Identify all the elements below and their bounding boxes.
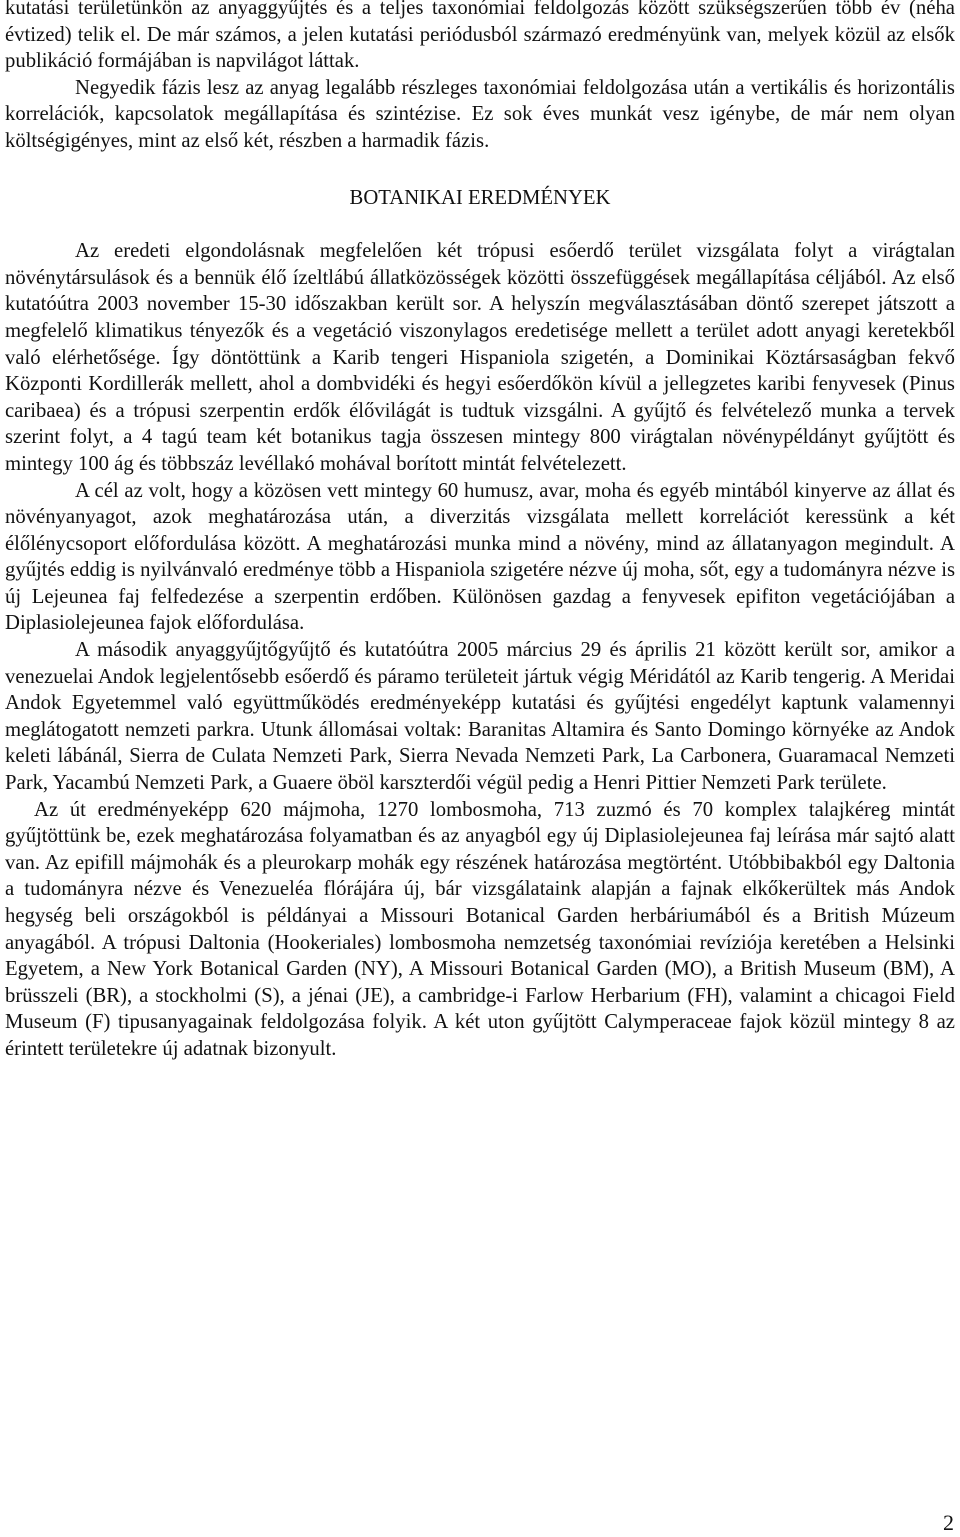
paragraph-goal: A cél az volt, hogy a közösen vett mintegy 60 humusz, avar, moha és egyéb mintából kinyerve az állat és növényanyagot, azok meghatározása után, a diverzitás vizsgálata mellett korrelációt keressünk a két élőlénycsoport előfordulása között. A meghatározási munka mind a növény, mind az állatanyagon megindult. A gyűjtés eddig is nyilvánvaló eredménye több a Hispaniola szigetére nézve új moha, sőt, egy a tudományra nézve is új Lejeunea faj felfedezése a szerpentin erdőben. Különösen gazdag a fenyvesek epifiton vegetációjában a Diplasiolejeunea fajok előfordulása. — [5, 479, 955, 635]
paragraph-intro: kutatási területünkön az anyaggyűjtés és a teljes taxonómiai feldolgozás között szükségszerűen több év (néha évtized) telik el. De már számos, a jelen kutatási periódusból származó eredményünk van, melyek közül az elsők publikáció formájában is napvilágot láttak. — [5, 0, 955, 73]
paragraph-second-trip: A második anyaggyűjtőgyűjtő és kutatóútra 2005 március 29 és április 21 között került sor, amikor a venezuelai Andok legjelentősebb esőerdő és páramo területeit jártuk végig Méridától az Karib tengerig. A Meridai Andok Egyetemmel való együttműködés eredményeképp kutatási és gyűjtési engedélyt kaptunk valamennyi meglátogatott nemzeti parkra. Utunk állomásai voltak: Baranitas Altamira és Santo Domingo környéke az Andok keleti lábánál, Sierra de Culata Nemzeti Park, Sierra Nevada Nemzeti Park, La Carbonera, Guaramacal Nemzeti Park, Yacambú Nemzeti Park, a Guaere öböl karszterdői végül pedig a Henri Pittier Nemzeti Park területe. — [5, 639, 955, 795]
document-page — [5, 0, 955, 1063]
section-heading: BOTANIKAI EREDMÉNYEK — [349, 186, 611, 209]
paragraph-results: Az út eredményeképp 620 májmoha, 1270 lombosmoha, 713 zuzmó és 70 komplex talajkéreg mintát gyűjtöttünk be, ezek meghatározása folyamatban és az anyagból egy új Diplasiolejeunea faj leírása már sajtó alatt van. Az epifill májmohák és a pleurokarp mohák egy részének határozása megtörtént. Utóbbibakból egy Daltonia a tudományra nézve és Venezueléa flórájára új, bár vizsgálataink alapján a fajnak elkőkerültek más Andok hegység beli országokból is példányai a Missouri Botanical Garden herbáriumából és a British Múzeum anyagából. A trópusi Daltonia (Hookeriales) lombosmoha nemzetség taxonómiai revíziója keretében a Helsinki Egyetem, a New York Botanical Garden (NY), A Missouri Botanical Garden (MO), a British Museum (BM), A brüsszeli (BR), a stockholmi (S), a jénai (JE), a cambridge-i Farlow Herbarium (FH), valamint a chicagoi Field Museum (F) tipusanyagainak feldolgozása folyik. A két uton gyűjtött Calymperaceae fajok közül mintegy 8 az érintett területekre új adatnak bizonyult. — [5, 798, 955, 1060]
page-number: 2 — [943, 1510, 954, 1535]
paragraph-botanical-first-trip: Az eredeti elgondolásnak megfelelően két trópusi esőerdő terület vizsgálata folyt a virágtalan növénytársulások és a bennük élő ízeltlábú állatközösségek közötti összefüggések megállapítása céljából. Az első kutatóútra 2003 november 15-30 időszakban került sor. A helyszín megválasztásában döntő szerepet játszott a megfelelő klimatikus tényezők és a vegetáció viszonylagos eredetisége mellett a terület adott anyagi keretekből való elérhetősége. Így döntöttünk a Karib tengeri Hispaniola szigetén, a Dominikai Köztársaságban fekvő Központi Kordillerák mellett, ahol a dombvidéki és hegyi esőerdőkön kívül a jellegzetes karibi fenyvesek (Pinus caribaea) és a trópusi szerpentin erdők élővilágát is tudtuk vizsgálni. A gyűjtő és felvételező munka a tervek szerint folyt, a 4 tagú team két botanikus tagja összesen mintegy 800 virágtalan növénypéldányt gyűjtött és mintegy 100 ág és többszáz levéllakó mohával borított mintát felvételezett. — [5, 240, 955, 475]
paragraph-fourth-phase: Negyedik fázis lesz az anyag legalább részleges taxonómiai feldolgozása után a vertikális és horizontális korrelációk, kapcsolatok megállapítása és szintézise. Ez sok éves munkát vesz igénybe, de már nem olyan költségigényes, mint az első két, részben a harmadik fázis. — [5, 76, 955, 152]
